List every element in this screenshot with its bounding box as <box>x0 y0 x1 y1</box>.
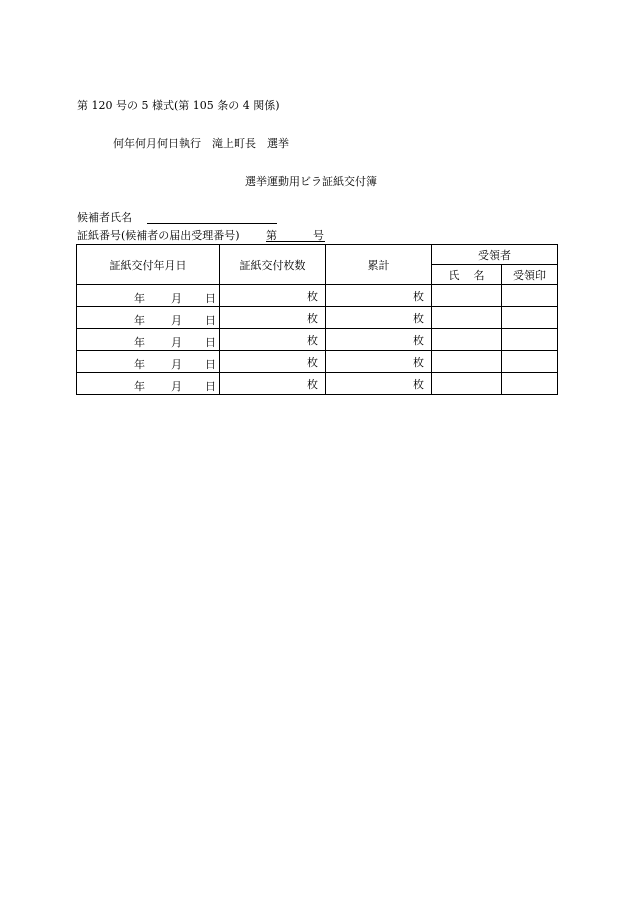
recipient-name-cell <box>432 351 502 373</box>
day-unit: 日 <box>205 380 216 393</box>
date-cell <box>77 351 220 373</box>
form-number: 第 120 号の 5 様式(第 105 条の 4 関係) <box>77 99 280 112</box>
month-unit: 月 <box>171 380 182 393</box>
month-unit: 月 <box>171 336 182 349</box>
recipient-name-cell <box>432 373 502 395</box>
stamp-number-suffix: 号 <box>313 229 324 242</box>
total-cell: 枚 <box>326 307 432 329</box>
day-unit: 日 <box>205 292 216 305</box>
count-cell: 枚 <box>220 307 326 329</box>
date-cell <box>77 373 220 395</box>
recipient-name-cell <box>432 329 502 351</box>
recipient-name-cell <box>432 307 502 329</box>
candidate-name-line <box>147 223 277 224</box>
year-unit: 年 <box>134 314 145 327</box>
table-row <box>77 285 558 307</box>
recipient-seal-cell <box>502 285 558 307</box>
recipient-seal-cell <box>502 307 558 329</box>
date-cell <box>77 285 220 307</box>
count-cell: 枚 <box>220 373 326 395</box>
month-unit: 月 <box>171 292 182 305</box>
header-date: 証紙交付年月日 <box>77 245 220 285</box>
candidate-name-label: 候補者氏名 <box>77 211 132 224</box>
table-row <box>77 373 558 395</box>
year-unit: 年 <box>134 380 145 393</box>
document-title: 選挙運動用ビラ証紙交付簿 <box>245 175 377 188</box>
recipient-seal-cell <box>502 329 558 351</box>
header-recipient-seal: 受領印 <box>502 265 558 285</box>
table-row <box>77 329 558 351</box>
stamp-issuance-table <box>76 244 558 395</box>
header-total: 累計 <box>326 245 432 285</box>
total-cell: 枚 <box>326 373 432 395</box>
table-row <box>77 351 558 373</box>
header-recipient-name-2: 名 <box>473 268 485 282</box>
recipient-name-cell <box>432 285 502 307</box>
date-cell <box>77 307 220 329</box>
total-cell: 枚 <box>326 285 432 307</box>
date-cell <box>77 329 220 351</box>
year-unit: 年 <box>134 292 145 305</box>
stamp-number-label: 証紙番号(候補者の届出受理番号) <box>77 229 240 242</box>
total-cell: 枚 <box>326 329 432 351</box>
header-count: 証紙交付枚数 <box>220 245 326 285</box>
month-unit: 月 <box>171 314 182 327</box>
year-unit: 年 <box>134 358 145 371</box>
count-cell: 枚 <box>220 329 326 351</box>
recipient-seal-cell <box>502 373 558 395</box>
count-cell: 枚 <box>220 285 326 307</box>
year-unit: 年 <box>134 336 145 349</box>
execution-line: 何年何月何日執行 滝上町長 選挙 <box>113 137 289 150</box>
table-row <box>77 307 558 329</box>
header-recipient-name-1: 氏 <box>448 268 460 282</box>
stamp-number-prefix: 第 <box>266 229 277 242</box>
header-recipient-name <box>432 265 502 285</box>
header-recipient: 受領者 <box>432 245 558 265</box>
day-unit: 日 <box>205 336 216 349</box>
count-cell: 枚 <box>220 351 326 373</box>
day-unit: 日 <box>205 314 216 327</box>
stamp-number-underline <box>266 241 325 242</box>
total-cell: 枚 <box>326 351 432 373</box>
month-unit: 月 <box>171 358 182 371</box>
recipient-seal-cell <box>502 351 558 373</box>
day-unit: 日 <box>205 358 216 371</box>
